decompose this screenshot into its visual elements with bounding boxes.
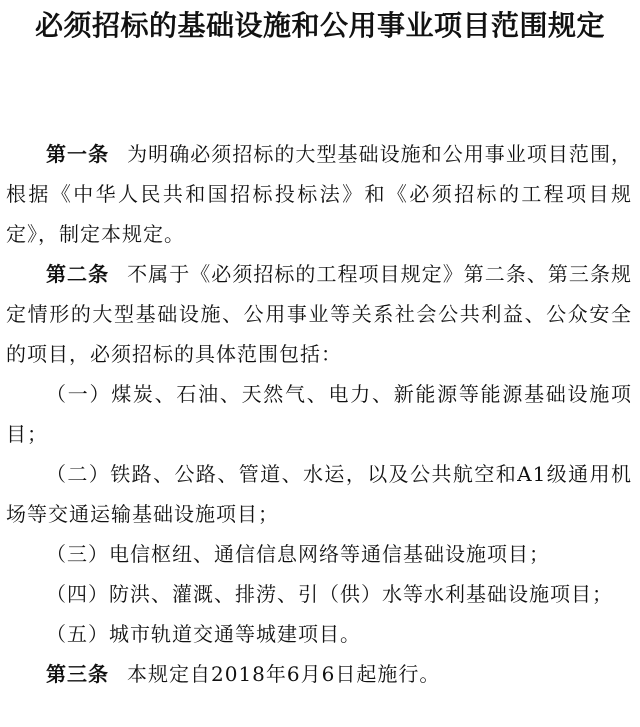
- article-1-text: 为明确必须招标的大型基础设施和公用事业项目范围，根据《中华人民共和国招标投标法》和《必须招标的工程项目规定》，制定本规定。: [6, 142, 633, 246]
- document-body: [6, 134, 632, 694]
- list-item-3: （三）电信枢纽、通信信息网络等通信基础设施项目；: [46, 542, 550, 566]
- article-2-label: 第二条: [46, 262, 110, 286]
- article-2: [6, 254, 632, 374]
- article-3-label: 第三条: [46, 662, 109, 686]
- article-1: [6, 134, 632, 254]
- document-title: 必须招标的基础设施和公用事业项目范围规定: [34, 9, 605, 42]
- list-item-5: （五）城市轨道交通等城建项目。: [46, 622, 361, 646]
- list-item-4: （四）防洪、灌溉、排涝、引（供）水等水利基础设施项目；: [46, 582, 613, 606]
- list-item-2: （二）铁路、公路、管道、水运，以及公共航空和A1级通用机场等交通运输基础设施项目；: [6, 462, 632, 526]
- article-1-label: 第一条: [46, 142, 110, 166]
- article-2-text: 不属于《必须招标的工程项目规定》第二条、第三条规定情形的大型基础设施、公用事业等关系社会公共利益、公众安全的项目，必须招标的具体范围包括：: [6, 262, 633, 366]
- article-3: [6, 654, 632, 694]
- article-3-text: 本规定自2018年6月6日起施行。: [127, 662, 441, 686]
- list-item-1: （一）煤炭、石油、天然气、电力、新能源等能源基础设施项目；: [6, 382, 632, 446]
